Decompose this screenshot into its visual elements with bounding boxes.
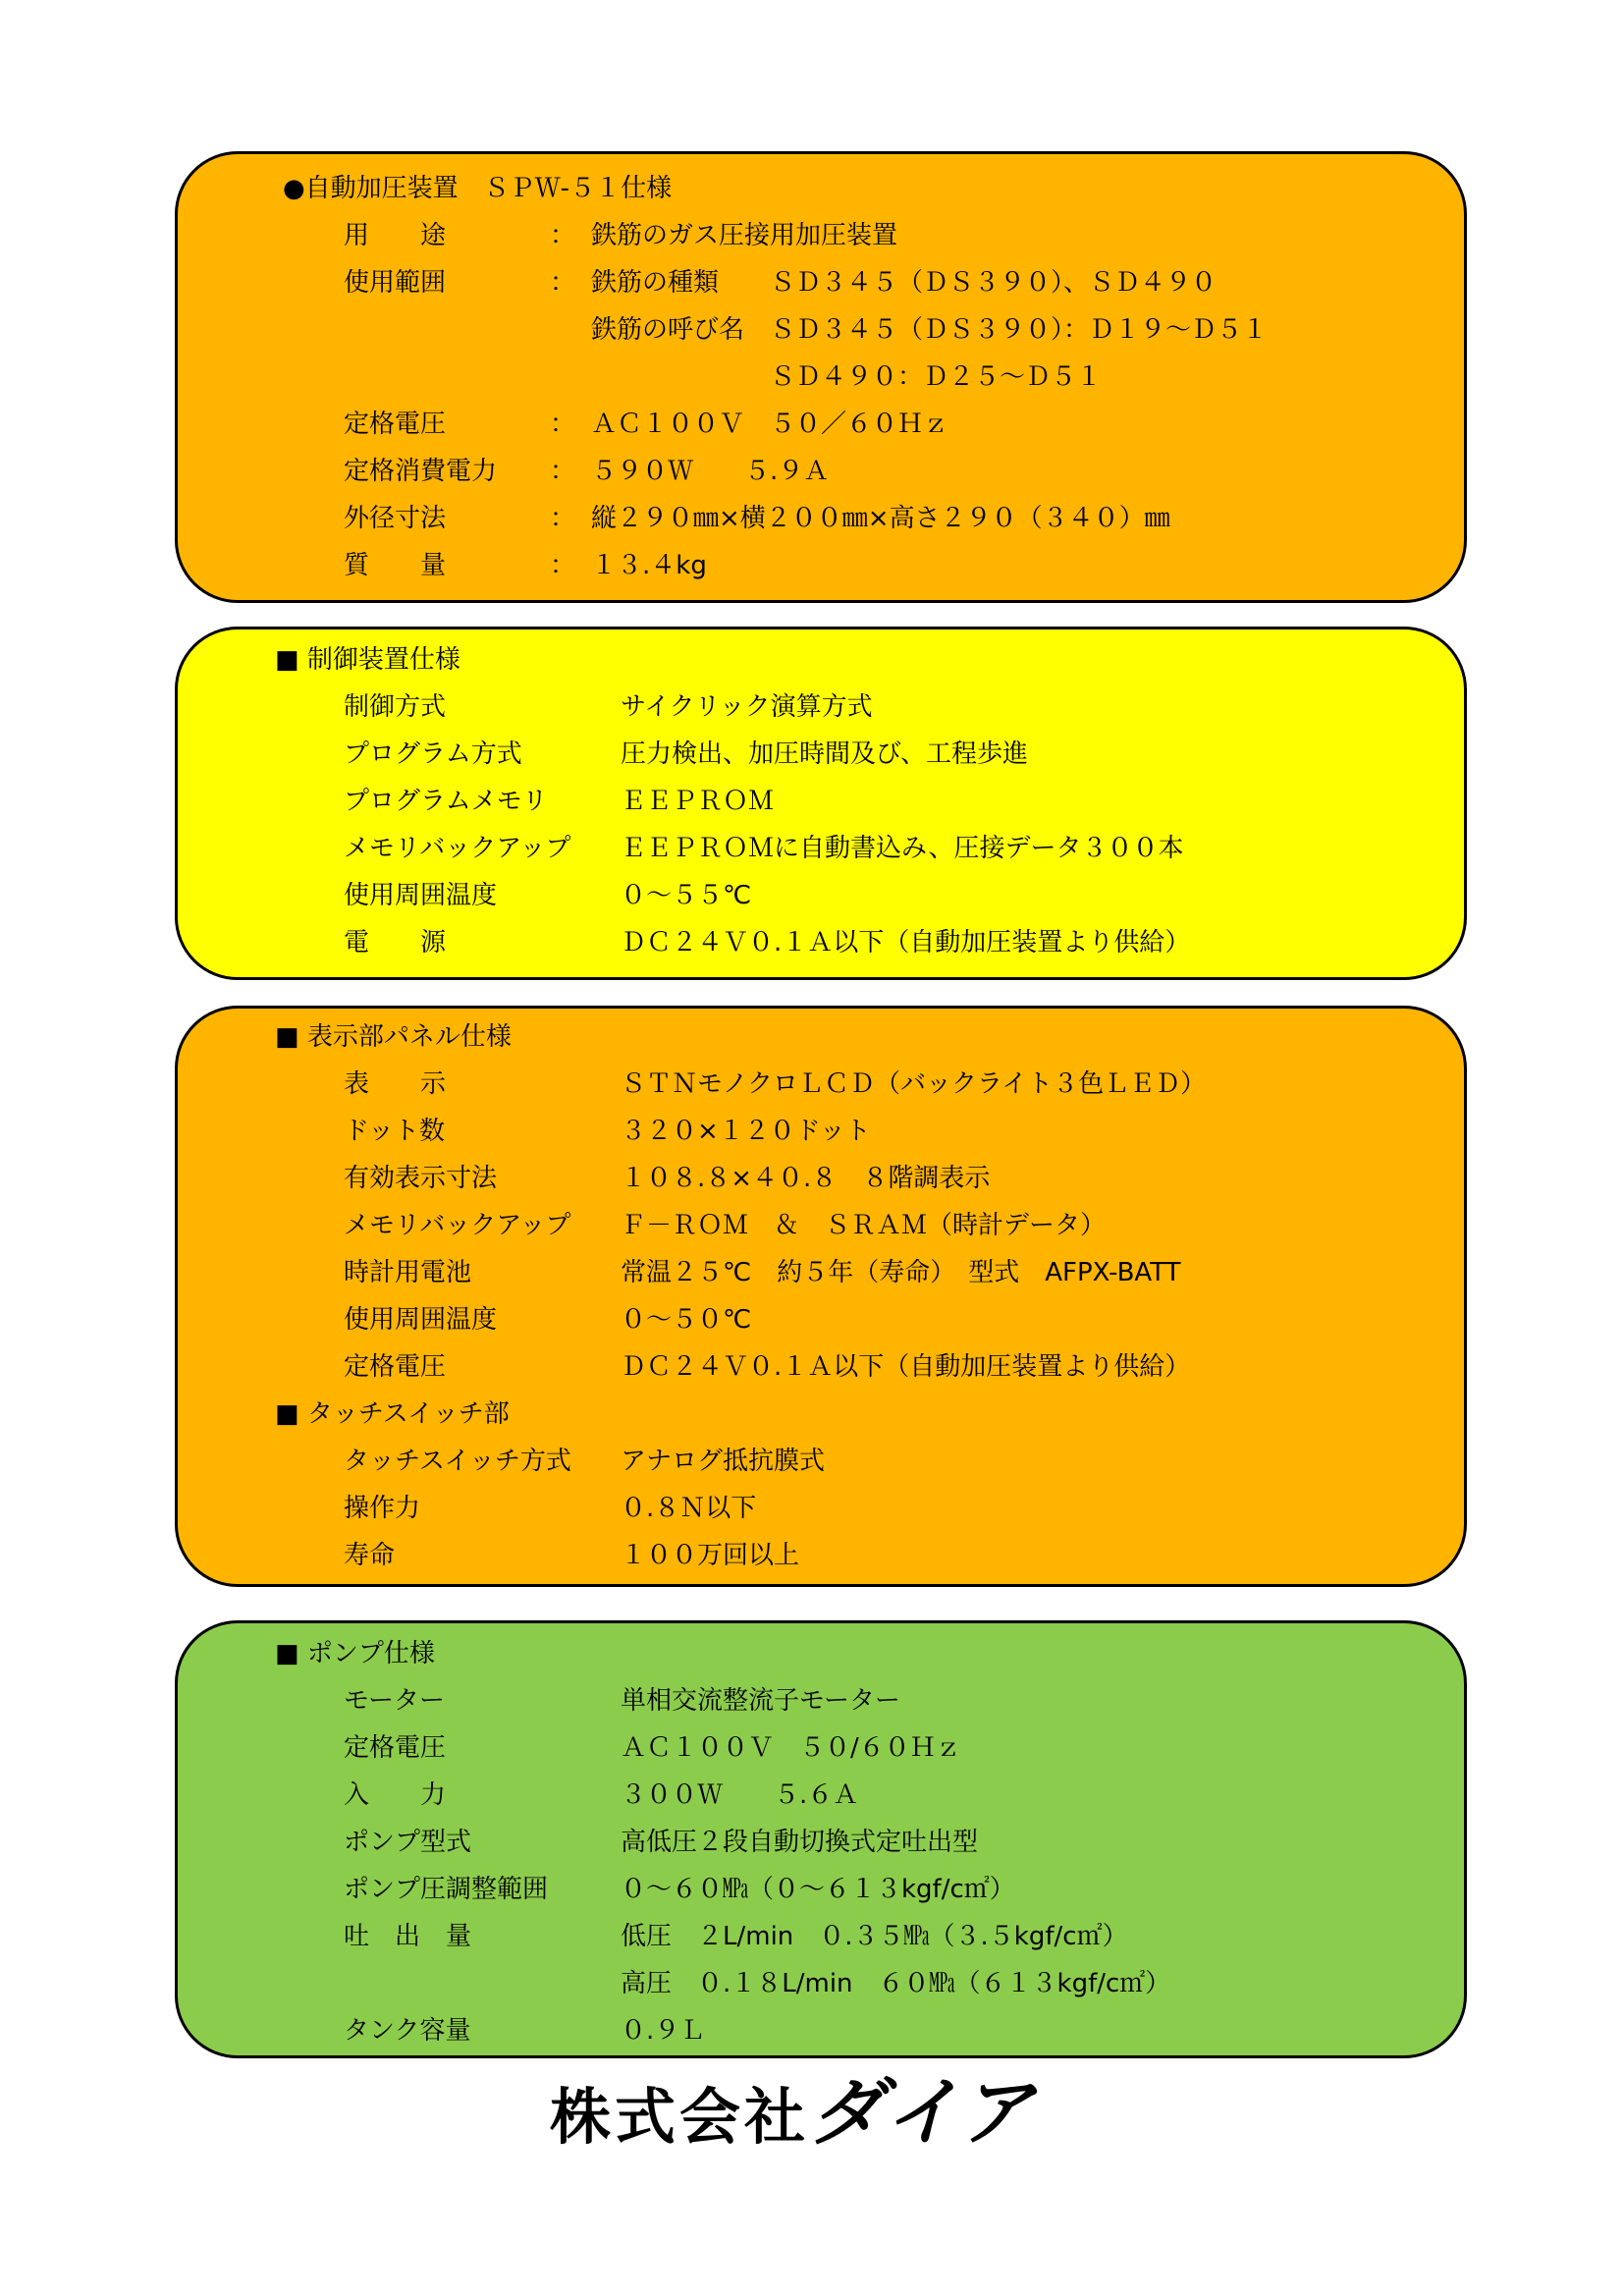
spec-row [344, 778, 1424, 825]
spec-value: ０～５０℃ [621, 1305, 752, 1335]
spec-label: 定格電圧 [344, 410, 447, 439]
spec-row [344, 1772, 1424, 1819]
spec-separator: ： [550, 221, 576, 250]
section-subtitle-touch-switch: ■ タッチスイッチ部 [275, 1399, 510, 1429]
spec-value: １３.４kg [591, 551, 707, 580]
spec-value: ３２０×１２０ドット [621, 1117, 871, 1146]
spec-value: サイクリック演算方式 [621, 692, 873, 722]
spec-label: 使用周囲温度 [344, 881, 498, 910]
spec-separator: ： [550, 268, 576, 298]
spec-row [344, 1485, 1424, 1532]
spec-value: ＤＣ２４Ｖ０.１Ａ以下（自動加圧装置より供給） [621, 928, 1191, 957]
spec-row [344, 1724, 1424, 1772]
spec-row [344, 1438, 1424, 1485]
spec-label: 使用範囲 [344, 268, 447, 298]
spec-value: ＤＣ２４Ｖ０.１Ａ以下（自動加圧装置より供給） [621, 1352, 1191, 1382]
spec-label: プログラムメモリ [344, 787, 548, 816]
spec-label: プログラム方式 [344, 739, 522, 769]
spec-value: ＡＣ１００Ｖ ５０／６０Ｈｚ [591, 410, 949, 439]
spec-value: 高低圧２段自動切換式定吐出型 [621, 1828, 979, 1857]
spec-row [344, 731, 1424, 778]
section-title-display: ■ 表示部パネル仕様 [275, 1022, 512, 1052]
spec-row [344, 306, 1424, 354]
spec-row [344, 1532, 1424, 1579]
company-name [550, 2068, 1060, 2161]
spec-value: １００万回以上 [621, 1541, 800, 1570]
spec-label: 操作力 [344, 1494, 421, 1523]
spec-value: ０～５５℃ [621, 881, 752, 910]
spec-value: 鉄筋の種類 ＳＤ３４５（ＤＳ３９０）、ＳＤ４９０ [591, 268, 1217, 298]
spec-row [344, 1960, 1424, 2007]
spec-label: ドット数 [344, 1117, 445, 1146]
spec-label: タッチスイッチ方式 [344, 1447, 571, 1476]
spec-value: ＳＴＮモノクロＬＣＤ（バックライト３色ＬＥＤ） [621, 1069, 1207, 1099]
spec-label: 寿命 [344, 1541, 396, 1570]
spec-separator: ： [550, 551, 576, 580]
spec-row [344, 495, 1424, 542]
spec-row [344, 401, 1424, 448]
spec-value: ０～６０㎫（０～６１３kgf/c㎡） [621, 1875, 1015, 1904]
spec-value: ＳＤ４９０：Ｄ２５～Ｄ５１ [591, 362, 1103, 392]
spec-row [344, 825, 1424, 872]
spec-row [344, 683, 1424, 731]
spec-row [344, 1913, 1424, 1960]
spec-value: ０.９Ｌ [621, 2016, 706, 2046]
spec-label: 使用周囲温度 [344, 1305, 498, 1335]
company-logo [550, 2068, 1060, 2157]
spec-label: メモリバックアップ [344, 834, 571, 863]
spec-row [344, 448, 1424, 495]
spec-separator: ： [550, 504, 576, 533]
spec-row [344, 1155, 1424, 1202]
spec-separator: ： [550, 410, 576, 439]
spec-label: 入 力 [344, 1780, 447, 1810]
company-brand: ダイア [809, 2068, 1036, 2156]
spec-label: モーター [344, 1686, 445, 1716]
spec-row [344, 212, 1424, 259]
spec-row [344, 1866, 1424, 1913]
spec-label: 用 途 [344, 221, 447, 250]
spec-row [344, 354, 1424, 401]
spec-label: 有効表示寸法 [344, 1164, 498, 1193]
spec-label: 電 源 [344, 928, 447, 957]
spec-row [344, 1249, 1424, 1296]
spec-row [344, 872, 1424, 919]
spec-label: 吐 出 量 [344, 1922, 472, 1951]
spec-value: １０８.８×４０.８ ８階調表示 [621, 1164, 991, 1193]
spec-label: 時計用電池 [344, 1258, 472, 1287]
spec-label: タンク容量 [344, 2016, 471, 2046]
spec-value: 圧力検出、加圧時間及び、工程歩進 [621, 739, 1028, 769]
spec-value: 高圧 ０.１８L/min ６０㎫（６１３kgf/c㎡） [621, 1969, 1171, 1998]
spec-value: 鉄筋のガス圧接用加圧装置 [591, 221, 898, 250]
spec-label: ポンプ圧調整範囲 [344, 1875, 549, 1904]
spec-value: ０.８Ｎ以下 [621, 1494, 757, 1523]
spec-row [344, 259, 1424, 306]
spec-label: 質 量 [344, 551, 447, 580]
spec-label: 定格消費電力 [344, 457, 498, 486]
spec-label: メモリバックアップ [344, 1211, 571, 1240]
spec-row [344, 1343, 1424, 1391]
spec-value: 低圧 ２L/min ０.３５㎫（３.５kgf/c㎡） [621, 1922, 1128, 1951]
spec-value: Ｆ－ＲＯＭ ＆ ＳＲＡＭ（時計データ） [621, 1211, 1107, 1240]
spec-row [344, 542, 1424, 589]
spec-value: ５９０Ｗ ５.９Ａ [591, 457, 830, 486]
spec-label: 表 示 [344, 1069, 447, 1099]
spec-separator: ： [550, 457, 576, 486]
section-title-pump: ■ ポンプ仕様 [275, 1639, 435, 1668]
spec-row [344, 2007, 1424, 2054]
spec-label: 制御方式 [344, 692, 447, 722]
spec-value: 単相交流整流子モーター [621, 1686, 900, 1716]
spec-value: アナログ抵抗膜式 [621, 1447, 826, 1476]
spec-label: 定格電圧 [344, 1352, 447, 1382]
spec-value: 常温２５℃ 約５年（寿命） 型式 AFPX-BATT [621, 1258, 1181, 1287]
spec-row [344, 919, 1424, 966]
spec-row [344, 1296, 1424, 1343]
spec-label: ポンプ型式 [344, 1828, 472, 1857]
spec-row [344, 1819, 1424, 1866]
spec-row [344, 1108, 1424, 1155]
spec-value: ３００Ｗ ５.６Ａ [621, 1780, 859, 1810]
spec-label: 定格電圧 [344, 1733, 447, 1763]
spec-value: 縦２９０㎜×横２００㎜×高さ２９０（３４０）㎜ [591, 504, 1170, 533]
spec-row [344, 1061, 1424, 1108]
spec-value: ＥＥＰＲＯＭに自動書込み、圧接データ３００本 [621, 834, 1184, 863]
spec-row [344, 1677, 1424, 1724]
spec-value: 鉄筋の呼び名 ＳＤ３４５（ＤＳ３９０）：Ｄ１９～Ｄ５１ [591, 315, 1269, 345]
company-prefix: 株式会社 [550, 2081, 810, 2153]
spec-value: ＡＣ１００Ｖ ５０/６０Ｈｚ [621, 1733, 961, 1763]
spec-value: ＥＥＰＲＯＭ [621, 787, 775, 816]
spec-label: 外径寸法 [344, 504, 447, 533]
section-title-control: ■ 制御装置仕様 [275, 645, 460, 675]
section-title-spw51: ●自動加圧装置 ＳＰＷ-５１仕様 [283, 174, 673, 203]
spec-row [344, 1202, 1424, 1249]
